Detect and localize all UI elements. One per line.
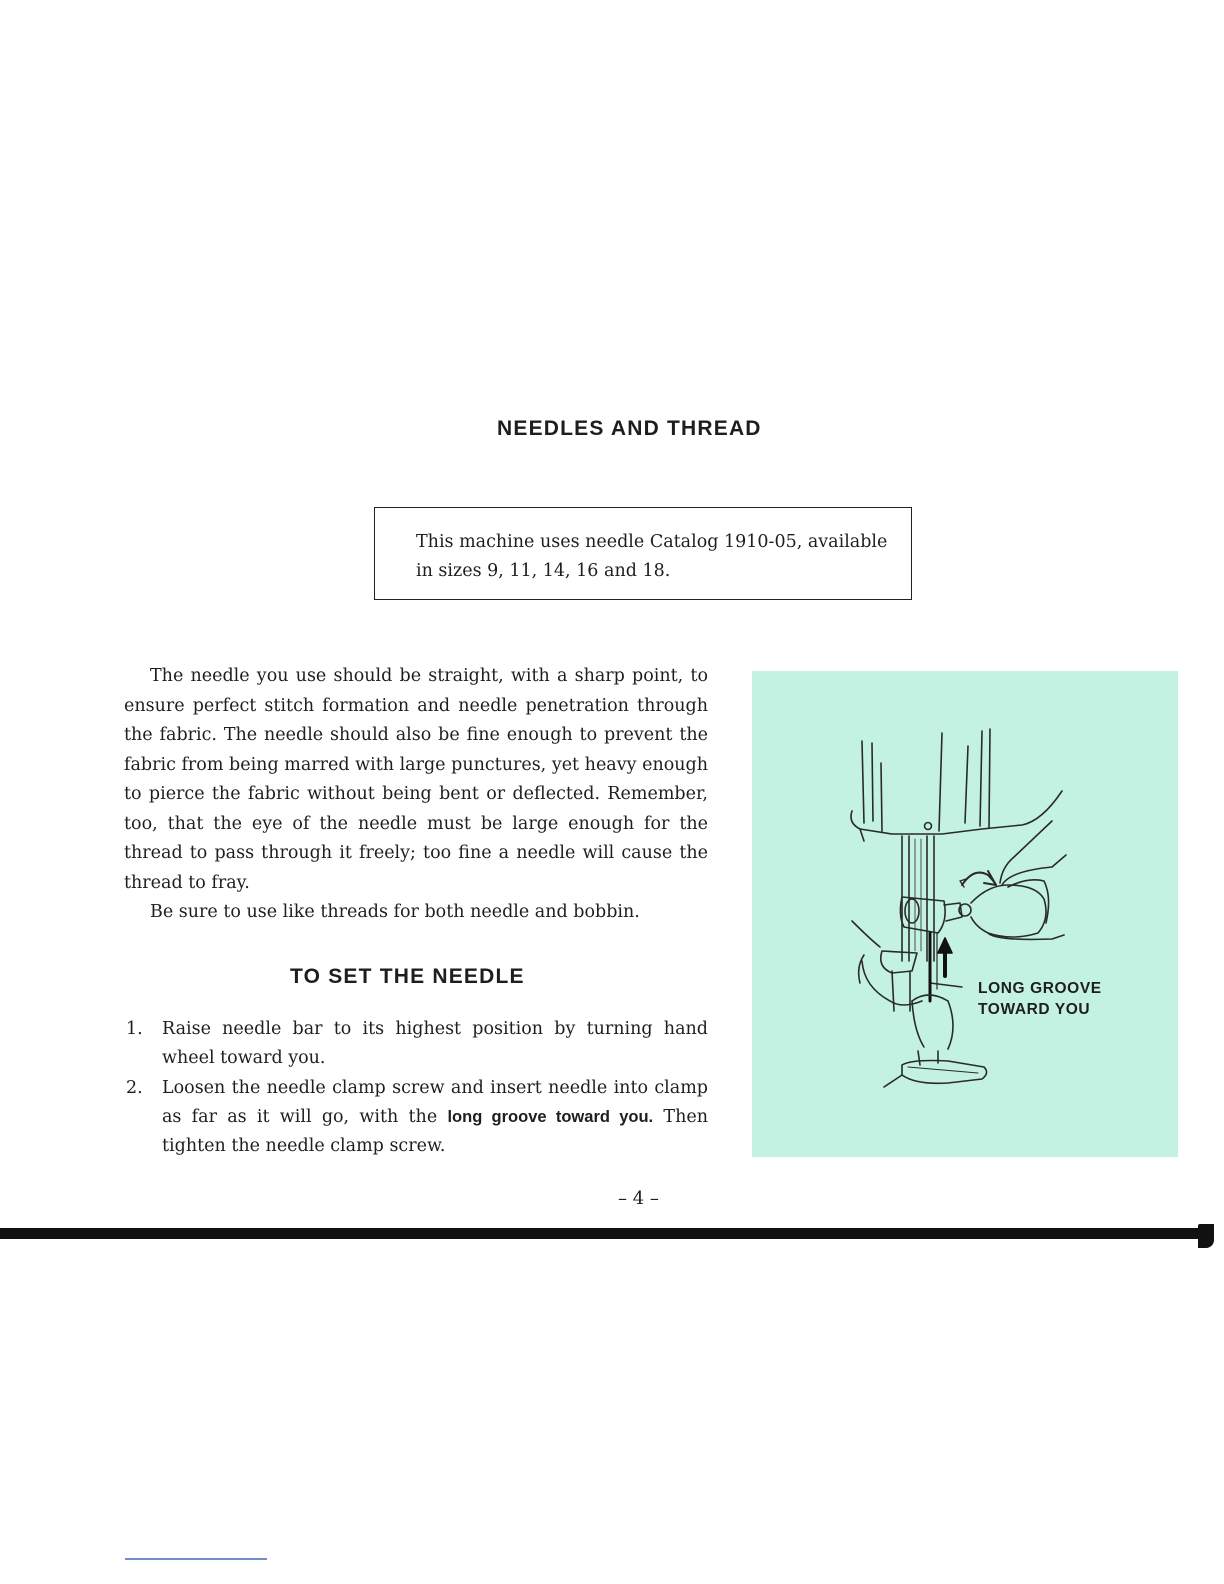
instruction-steps [124,1015,708,1162]
step-number: 2. [126,1078,143,1098]
bottom-page-rule [0,1228,1212,1239]
needle-illustration-panel [752,671,1178,1157]
long-groove-callout [978,978,1102,1020]
callout-line-1: LONG GROOVE [978,980,1102,997]
instruction-step [124,1015,708,1073]
step-number: 1. [126,1019,143,1039]
step-text-before: Loosen the needle clamp screw and insert needle into clamp as far as it will go, with the [162,1078,708,1127]
step-text: Raise needle bar to its highest position by turning hand wheel toward you. [162,1019,708,1068]
paragraph-needle-choice: The needle you use should be straight, with a sharp point, to ensure perfect stitch formation and needle penetration through the fabric. The needle should also be fine enough to prevent the fabric from being marred with large punctures, yet heavy enough to pierce the fabric without being bent or deflected. Remember, too, that the eye of the needle must be large enough for the thread to pass through it freely; too fine a needle will cause the thread to fray. [124,666,708,893]
section-heading-set-needle: TO SET THE NEEDLE [290,965,525,988]
needle-clamp-illustration [752,671,1178,1157]
callout-line-2: TOWARD YOU [978,1001,1091,1018]
paragraph-threads: Be sure to use like threads for both needle and bobbin. [150,902,640,922]
page-number: – 4 – [618,1188,659,1209]
step-emphasis: long groove toward you. [447,1108,654,1126]
footer-line [125,1558,267,1560]
info-box-line-2: in sizes 9, 11, 14, 16 and 18. [416,561,671,581]
body-text [124,662,708,928]
info-box-line-1: This machine uses needle Catalog 1910-05, available [416,532,888,552]
page-title: NEEDLES AND THREAD [497,417,762,440]
step-text-after: Then tighten the needle clamp screw. [162,1107,708,1156]
instruction-step [124,1074,708,1161]
needle-info-box [374,507,912,600]
